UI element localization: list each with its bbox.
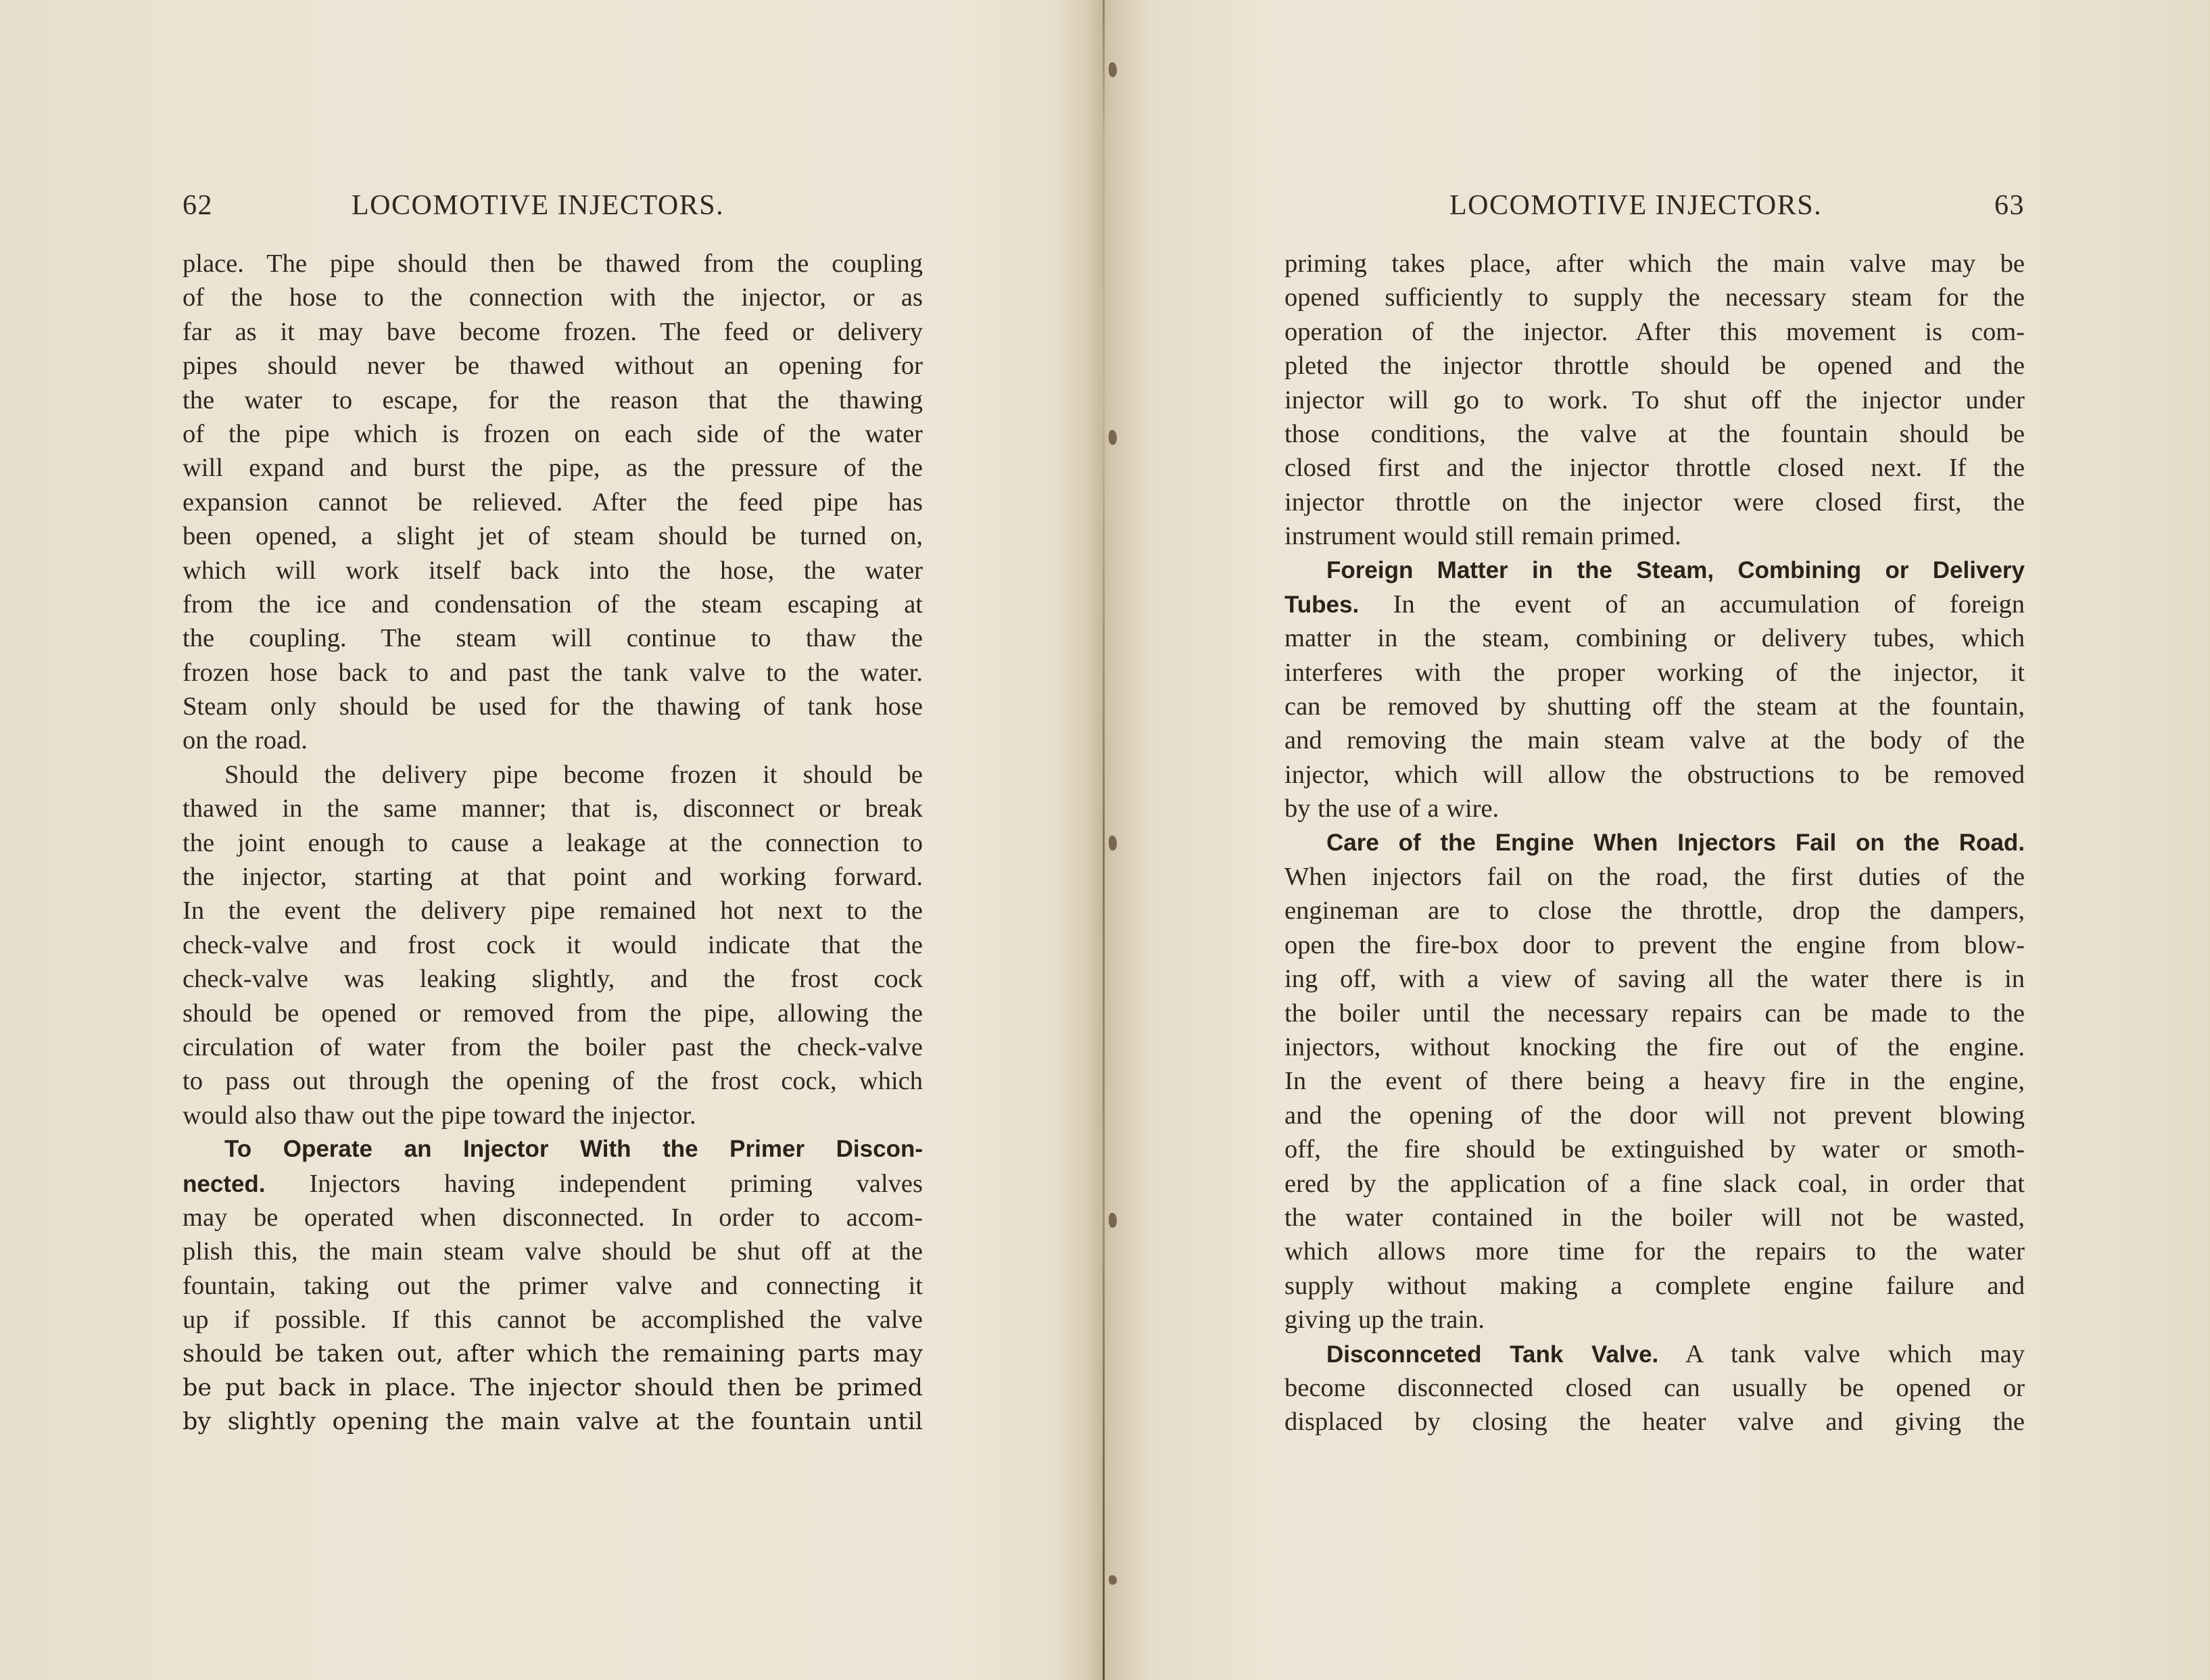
- text-line: [183, 1167, 923, 1201]
- text-line: opened sufficiently to supply the necessary steam for the: [1284, 283, 2025, 312]
- text-line: may be operated when disconnected. In order to accom-: [183, 1203, 923, 1232]
- text-line: interferes with the proper working of the injector, it: [1284, 658, 2025, 687]
- text-line: frozen hose back to and past the tank valve to the water.: [183, 658, 923, 687]
- binding-stitch: [1109, 1213, 1117, 1228]
- text-line: from the ice and condensation of the steam escaping at: [183, 590, 923, 619]
- text-line: [1284, 1337, 2025, 1371]
- text-line: In the event the delivery pipe remained hot next to the: [183, 896, 923, 926]
- text-line: matter in the steam, combining or delivery tubes, which: [1284, 624, 2025, 653]
- page-number: 62: [183, 190, 213, 221]
- text-line: injector throttle on the injector were closed first, the: [1284, 487, 2025, 517]
- binding-stitch: [1109, 836, 1117, 850]
- text-line: giving up the train.: [1284, 1305, 1485, 1335]
- text-line: by slightly opening the main valve at the fountain until: [183, 1408, 923, 1436]
- text-line: circulation of water from the boiler past the check-valve: [183, 1032, 923, 1061]
- text-line: closed first and the injector throttle closed next. If the: [1284, 454, 2025, 483]
- text-line: engineman are to close the throttle, drop the dampers,: [1284, 896, 2025, 926]
- text-line: the coupling. The steam will continue to thaw the: [183, 624, 923, 653]
- text-line: pleted the injector throttle should be opened and the: [1284, 352, 2025, 381]
- text-line: priming takes place, after which the main valve may be: [1284, 249, 2025, 278]
- text-line: plish this, the main steam valve should be shut off at the: [183, 1237, 923, 1266]
- body-text: [1284, 247, 2025, 1439]
- text-line: [1284, 587, 2025, 621]
- text-line: the water contained in the boiler will not be wasted,: [1284, 1203, 2025, 1232]
- text-line: displaced by closing the heater valve and giving the: [1284, 1408, 2025, 1437]
- text-line: become disconnected closed can usually be opened or: [1284, 1373, 2025, 1402]
- text-line: check-valve and frost cock it would indicate that the: [183, 930, 923, 959]
- text-line: the water to escape, for the reason that the thawing: [183, 385, 923, 414]
- text-line: far as it may bave become frozen. The feed or delivery: [183, 317, 923, 346]
- running-head: [1284, 189, 2025, 230]
- section-heading: Disconnceted Tank Valve.: [1326, 1341, 1659, 1368]
- section-heading: Foreign Matter in the Steam, Combining or Delivery: [1326, 556, 2025, 583]
- text-line: injector, which will allow the obstructions to be removed: [1284, 760, 2025, 789]
- binding-stitch: [1109, 1575, 1117, 1585]
- text-line: of the pipe which is frozen on each side of the water: [183, 419, 923, 448]
- text-line: those conditions, the valve at the fountain should be: [1284, 419, 2025, 448]
- text-line: place. The pipe should then be thawed from the coupling: [183, 249, 923, 278]
- text-line: When injectors fail on the road, the first duties of the: [1284, 863, 2025, 892]
- text-line: expansion cannot be relieved. After the feed pipe has: [183, 487, 923, 517]
- text-line: should be opened or removed from the pipe, allowing the: [183, 999, 923, 1028]
- text-line: which allows more time for the repairs to the water: [1284, 1237, 2025, 1266]
- text-line: Should the delivery pipe become frozen it should be: [224, 760, 923, 789]
- text-line-body: In the event of an accumulation of foreign: [1393, 590, 2025, 619]
- text-line: would also thaw out the pipe toward the injector.: [183, 1101, 696, 1130]
- text-line: be put back in place. The injector should then be primed: [183, 1374, 923, 1401]
- section-heading: To Operate an Injector With the Primer Discon-: [224, 1136, 923, 1163]
- text-line: ing off, with a view of saving all the water there is in: [1284, 965, 2025, 994]
- text-line: supply without making a complete engine failure and: [1284, 1271, 2025, 1300]
- text-line: In the event of there being a heavy fire in the engine,: [1284, 1067, 2025, 1096]
- text-line: open the fire-box door to prevent the engine from blow-: [1284, 930, 2025, 959]
- text-line: fountain, taking out the primer valve and connecting it: [183, 1271, 923, 1300]
- text-line: which will work itself back into the hose, the water: [183, 556, 923, 585]
- text-line: and the opening of the door will not prevent blowing: [1284, 1101, 2025, 1130]
- section-heading: Care of the Engine When Injectors Fail on the Road.: [1326, 829, 2025, 856]
- book-gutter: [1103, 0, 1105, 1680]
- section-heading: nected.: [183, 1170, 266, 1197]
- text-line: the injector, starting at that point and working forward.: [183, 863, 923, 892]
- binding-stitch: [1109, 62, 1117, 77]
- text-line: the joint enough to cause a leakage at the connection to: [183, 828, 923, 857]
- text-line: and removing the main steam valve at the body of the: [1284, 726, 2025, 755]
- text-line: Steam only should be used for the thawing of tank hose: [183, 692, 923, 721]
- section-heading: Tubes.: [1284, 591, 1360, 618]
- text-line-body: A tank valve which may: [1685, 1339, 2025, 1368]
- text-line: on the road.: [183, 726, 308, 755]
- text-line: instrument would still remain primed.: [1284, 522, 1681, 551]
- text-line: pipes should never be thawed without an opening for: [183, 352, 923, 381]
- text-line: injectors, without knocking the fire out of the engine.: [1284, 1032, 2025, 1061]
- running-head-title: LOCOMOTIVE INJECTORS.: [1449, 190, 1823, 221]
- text-line: should be taken out, after which the remaining parts may: [183, 1340, 923, 1368]
- text-line: check-valve was leaking slightly, and the frost cock: [183, 965, 923, 994]
- text-line: thawed in the same manner; that is, disconnect or break: [183, 794, 923, 823]
- text-line-body: Injectors having independent priming valves: [309, 1169, 923, 1198]
- running-head: [183, 189, 923, 230]
- text-line: by the use of a wire.: [1284, 794, 1499, 823]
- page-number: 63: [1994, 190, 2025, 221]
- text-line: ered by the application of a fine slack coal, in order that: [1284, 1169, 2025, 1198]
- running-head-title: LOCOMOTIVE INJECTORS.: [352, 190, 725, 221]
- body-text: [183, 247, 923, 1439]
- text-line: the boiler until the necessary repairs can be made to the: [1284, 999, 2025, 1028]
- text-line: to pass out through the opening of the frost cock, which: [183, 1067, 923, 1096]
- text-line: up if possible. If this cannot be accomplished the valve: [183, 1305, 923, 1335]
- text-line: operation of the injector. After this movement is com-: [1284, 317, 2025, 346]
- text-line: been opened, a slight jet of steam should be turned on,: [183, 522, 923, 551]
- binding-stitch: [1109, 430, 1117, 445]
- text-line: injector will go to work. To shut off the injector under: [1284, 385, 2025, 414]
- text-line: off, the fire should be extinguished by water or smoth-: [1284, 1135, 2025, 1164]
- text-line: can be removed by shutting off the steam at the fountain,: [1284, 692, 2025, 721]
- text-line: of the hose to the connection with the injector, or as: [183, 283, 923, 312]
- text-line: will expand and burst the pipe, as the pressure of the: [183, 454, 923, 483]
